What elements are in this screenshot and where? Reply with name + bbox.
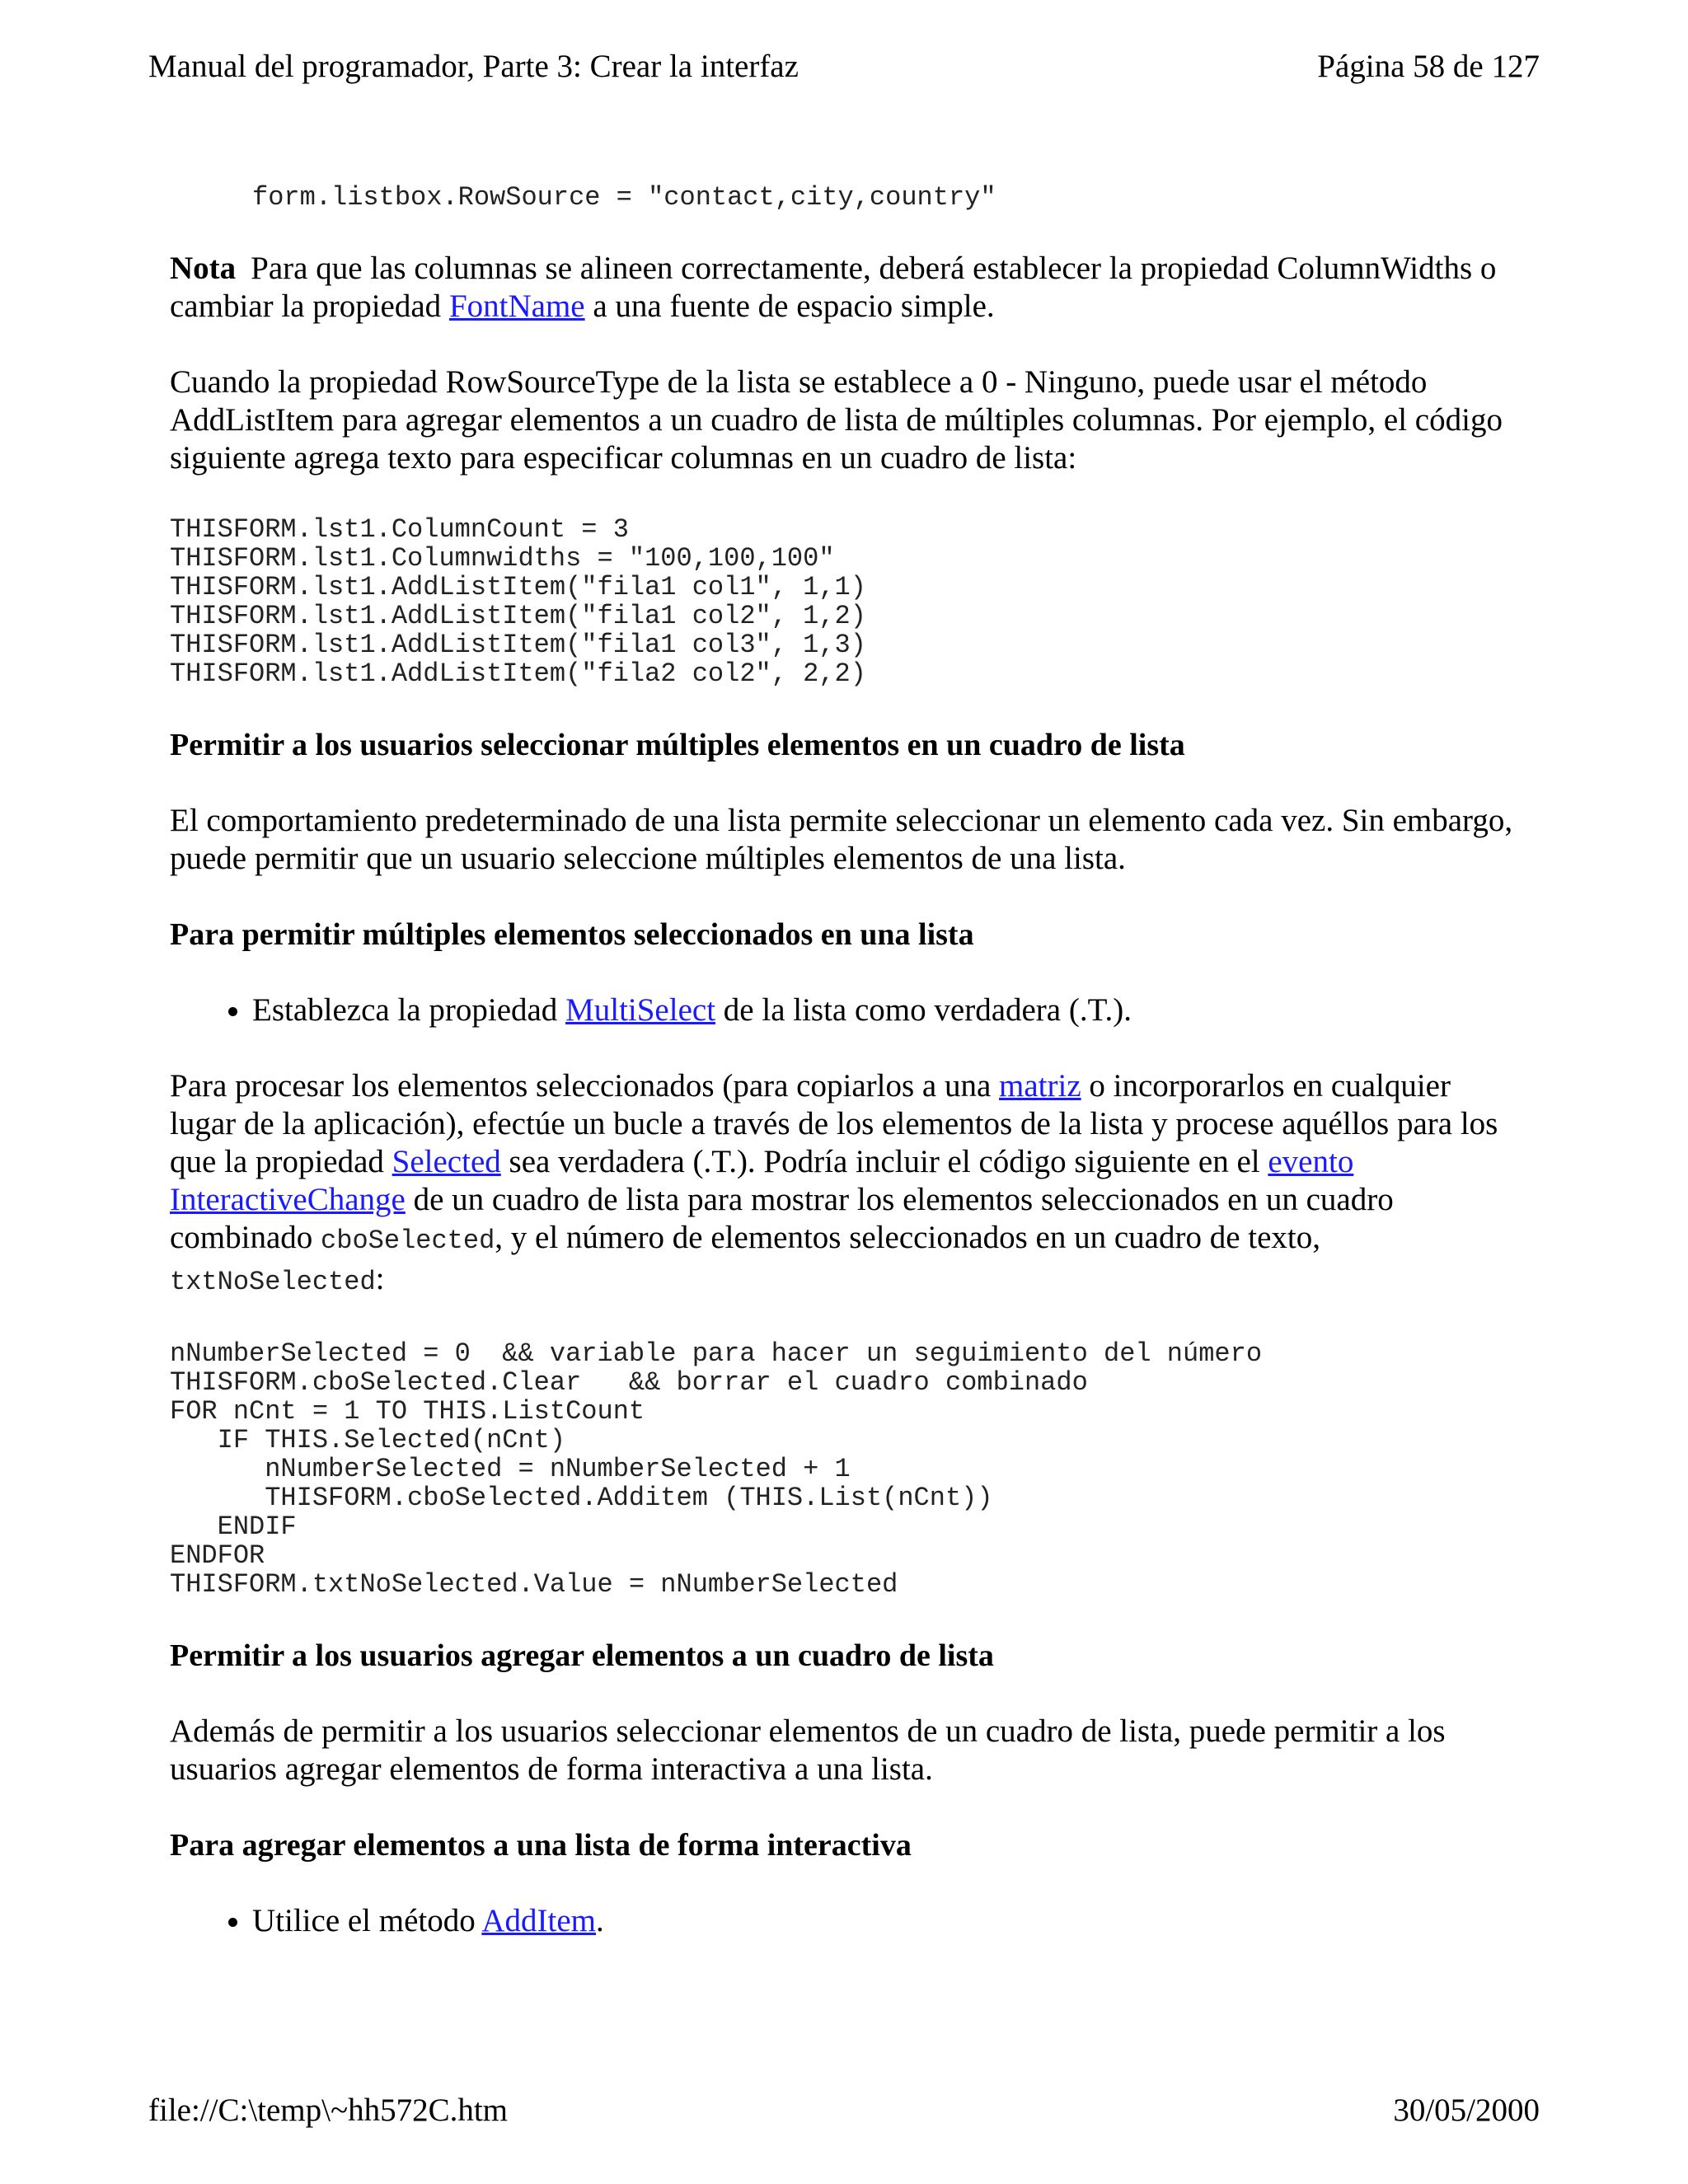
paragraph-default-behavior: El comportamiento predeterminado de una lista permite seleccionar un elemento cada vez. Sin embargo, puede permitir que un usuario seleccione múltiples elementos de una lista. (170, 803, 1513, 876)
bullet-text-end: . (596, 1903, 604, 1938)
code-block-rowsource: form.listbox.RowSource = "contact,city,country" (252, 182, 996, 213)
heading-enable-multiselect: Para permitir múltiples elementos seleccionados en una lista (170, 917, 974, 952)
text-segment: : (375, 1261, 385, 1296)
link-selected[interactable]: Selected (392, 1144, 501, 1179)
list-item (252, 991, 1522, 1029)
print-date: 30/05/2000 (1393, 2093, 1540, 2128)
code-block-addlistitem: THISFORM.lst1.ColumnCount = 3 THISFORM.lst1.Columnwidths = "100,100,100" THISFORM.lst1.AddListItem("fila1 col1", 1,1) THISFORM.lst1.AddListItem("fila1 col2", 1,2) THISFORM.lst1.AddListItem("fila1 col3", 1,3) THISFORM.lst1.AddListItem("fila2 col2", 2,2) (170, 514, 866, 689)
text-segment: o incorporarlos en cualquier lugar de la aplicación), efectúe un bucle a través de los elementos de la lista y procese aquéllos para los que la propiedad (170, 1068, 1498, 1179)
paragraph-add-items: Además de permitir a los usuarios seleccionar elementos de un cuadro de lista, puede permitir a los usuarios agregar elementos de forma interactiva a una lista. (170, 1713, 1446, 1787)
page-number: Página 58 de 127 (1317, 49, 1540, 84)
heading-add-interactive: Para agregar elementos a una lista de forma interactiva (170, 1828, 912, 1863)
file-path: file://C:\temp\~hh572C.htm (148, 2093, 509, 2128)
bullet-list-additem (170, 1902, 1522, 1940)
document-body (170, 183, 1522, 1978)
bullet-list-multiselect (170, 991, 1522, 1029)
heading-add-items: Permitir a los usuarios agregar elementos a un cuadro de lista (170, 1638, 994, 1673)
link-interactivechange-event[interactable]: evento InteractiveChange (170, 1144, 1354, 1217)
text-segment: sea verdadera (.T.). Podría incluir el código siguiente en el (500, 1144, 1268, 1179)
text-segment: de un cuadro de lista para mostrar los elementos seleccionados en un cuadro combinado (170, 1182, 1394, 1255)
paragraph-rowsourcetype: Cuando la propiedad RowSourceType de la lista se establece a 0 - Ninguno, puede usar el método AddListItem para agregar elementos a un cuadro de lista de múltiples columnas. Por ejemplo, el código siguiente agrega texto para especificar columnas en un cuadro de lista: (170, 364, 1503, 476)
link-fontname[interactable]: FontName (448, 288, 585, 324)
text-segment: Para procesar los elementos seleccionados (para copiarlos a una (170, 1068, 1000, 1104)
link-matriz[interactable]: matriz (999, 1068, 1081, 1104)
link-multiselect[interactable]: MultiSelect (565, 992, 716, 1028)
page-footer (148, 2092, 1540, 2130)
bullet-text-end: de la lista como verdadera (.T.). (715, 992, 1132, 1028)
link-additem[interactable]: AddItem (481, 1903, 596, 1938)
document-title: Manual del programador, Parte 3: Crear la interfaz (148, 49, 799, 84)
heading-multiselect: Permitir a los usuarios seleccionar múltiples elementos en un cuadro de lista (170, 728, 1185, 762)
list-item (252, 1902, 1522, 1940)
page-header (148, 48, 1540, 86)
note-text-end: a una fuente de espacio simple. (584, 288, 995, 324)
inline-code-cboselected: cboSelected (321, 1226, 495, 1256)
text-segment: , y el número de elementos seleccionados en un cuadro de texto, (495, 1220, 1321, 1255)
paragraph-process-selected (170, 1067, 1522, 1301)
note-paragraph (170, 250, 1522, 326)
bullet-text: Establezca la propiedad (252, 992, 566, 1028)
note-text: Para que las columnas se alineen correctamente, deberá establecer la propiedad ColumnWidths o cambiar la propiedad (170, 251, 1497, 324)
inline-code-txtnoselected: txtNoSelected (170, 1267, 376, 1297)
bullet-text: Utilice el método (252, 1903, 482, 1938)
note-label: Nota (170, 251, 237, 286)
code-block-loop: nNumberSelected = 0 && variable para hacer un seguimiento del número THISFORM.cboSelected.Clear && borrar el cuadro combinado FOR nCnt = 1 TO THIS.ListCount IF THIS.Selected(nCnt) nNumberSelected = nNumberSelected + 1 THISFORM.cboSelected.Additem (THIS.List(nCnt)) ENDIF ENDFOR THISFORM.txtNoSelected.Value = nNumberSelected (170, 1338, 1263, 1600)
